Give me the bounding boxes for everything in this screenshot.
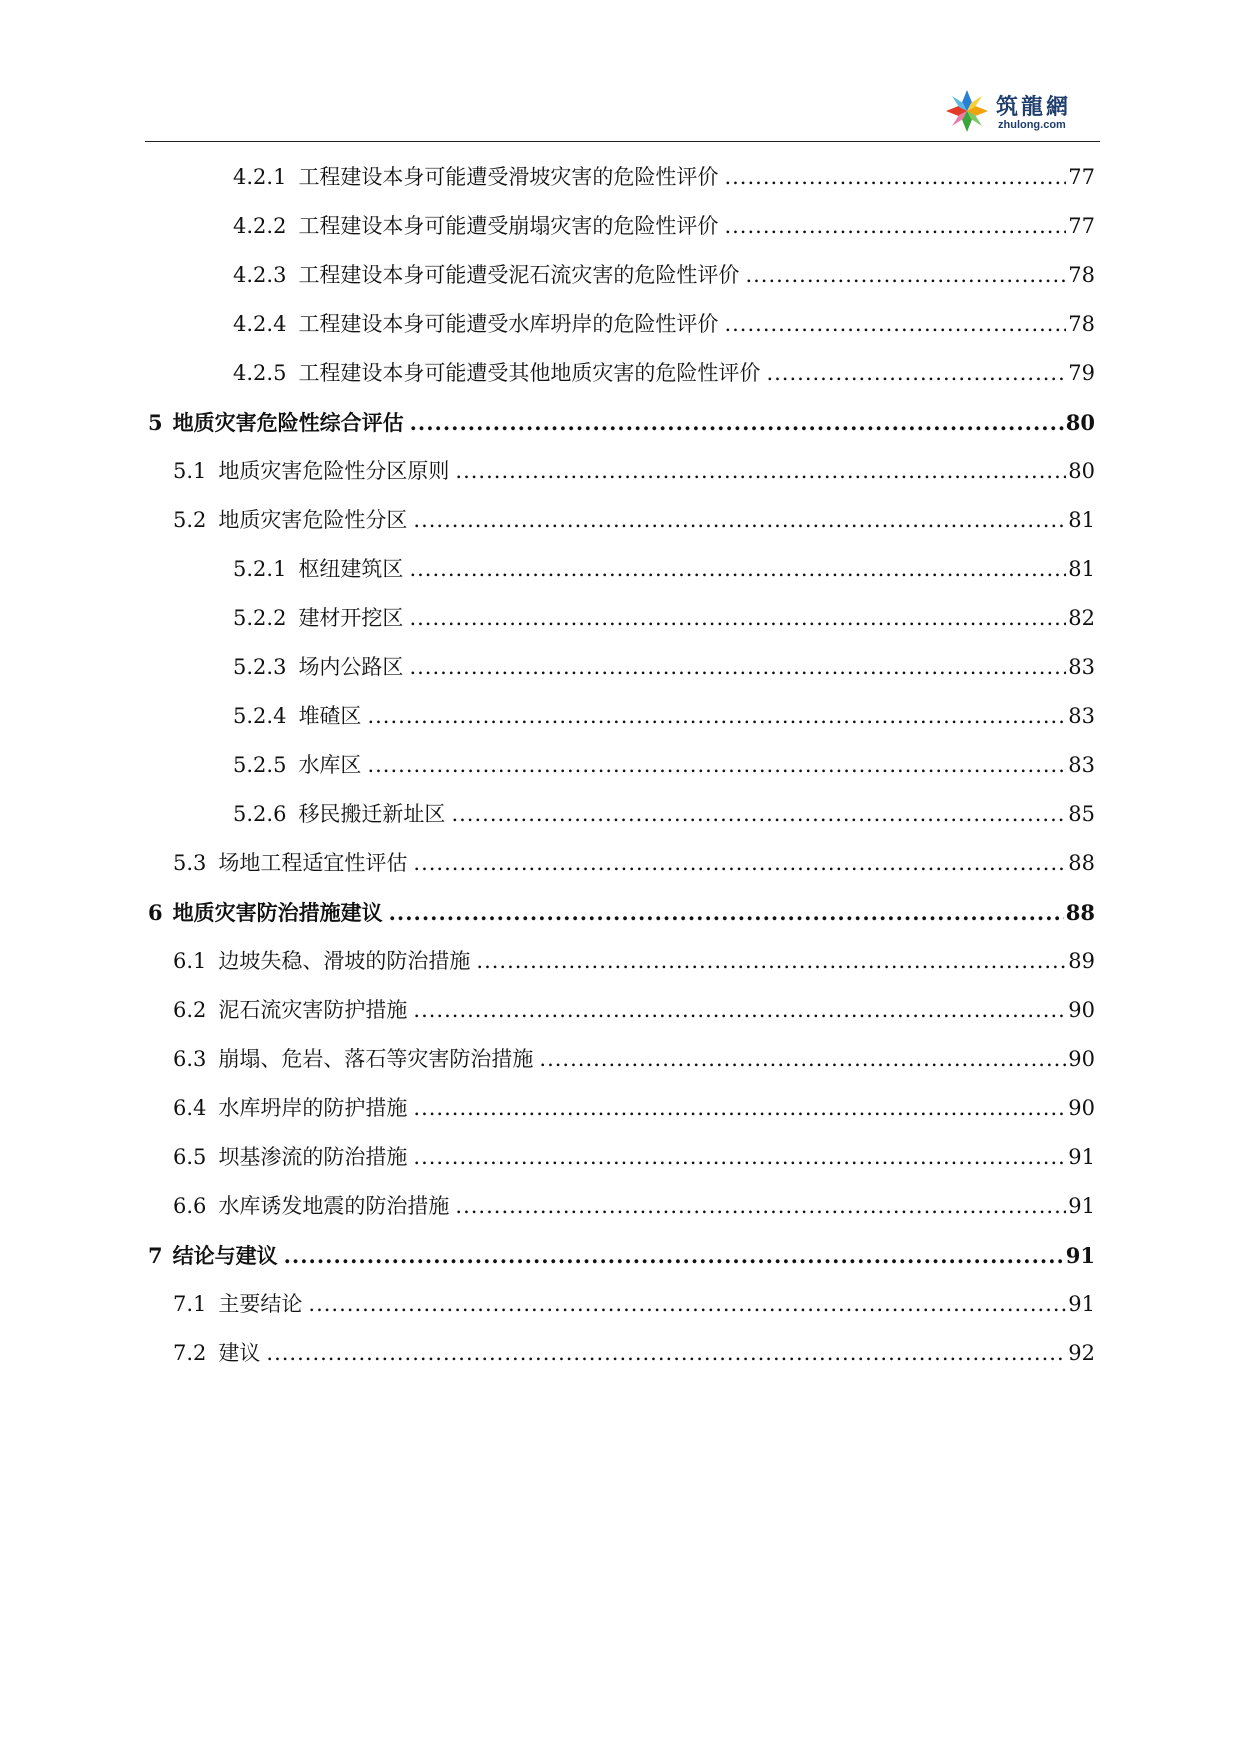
toc-entry[interactable] (145, 1280, 1095, 1329)
toc-entry[interactable] (145, 545, 1095, 594)
toc-entry-page: 78 (1068, 312, 1095, 336)
toc-leader-dots (451, 790, 1066, 839)
toc-entry-number: 5.2.1 (233, 557, 287, 581)
toc-entry[interactable] (145, 300, 1095, 349)
toc-entry-number: 6.5 (173, 1145, 207, 1169)
toc-entry-title: 水库区 (298, 753, 362, 777)
toc-entry-page: 90 (1068, 1047, 1095, 1071)
toc-leader-dots (409, 545, 1066, 594)
toc-entry-page: 88 (1065, 900, 1095, 925)
toc-entry-number: 6.3 (173, 1047, 207, 1071)
toc-entry-title: 场地工程适宜性评估 (218, 851, 408, 875)
toc-entry[interactable] (145, 937, 1095, 986)
toc-leader-dots (476, 937, 1066, 986)
toc-entry-number: 7.2 (173, 1341, 207, 1365)
toc-entry-number: 6 (148, 900, 163, 925)
pinwheel-icon (944, 88, 990, 134)
toc-entry-title: 坝基渗流的防治措施 (218, 1145, 408, 1169)
toc-entry-title: 建材开挖区 (298, 606, 404, 630)
toc-entry-number: 4.2.1 (233, 165, 287, 189)
toc-entry-title: 建议 (218, 1341, 261, 1365)
toc-entry[interactable] (145, 447, 1095, 496)
toc-entry-title: 工程建设本身可能遭受水库坍岸的危险性评价 (298, 312, 719, 336)
toc-entry-number: 7.1 (173, 1292, 207, 1316)
toc-leader-dots (413, 496, 1066, 545)
toc-entry-number: 6.2 (173, 998, 207, 1022)
toc-leader-dots (413, 1084, 1066, 1133)
toc-entry-page: 81 (1068, 508, 1095, 532)
toc-entry-title: 边坡失稳、滑坡的防治措施 (218, 949, 471, 973)
toc-entry[interactable] (145, 839, 1095, 888)
toc-entry-title: 结论与建议 (172, 1243, 278, 1268)
toc-entry[interactable] (145, 251, 1095, 300)
toc-entry-title: 地质灾害防治措施建议 (172, 900, 383, 925)
toc-entry-page: 77 (1068, 165, 1095, 189)
toc-entry-page: 91 (1068, 1194, 1095, 1218)
toc-leader-dots (410, 398, 1064, 447)
toc-entry-title: 主要结论 (218, 1292, 303, 1316)
toc-entry-title: 崩塌、危岩、落石等灾害防治措施 (218, 1047, 534, 1071)
toc-entry[interactable] (145, 1231, 1095, 1280)
toc-entry-page: 79 (1068, 361, 1095, 385)
toc-entry-page: 85 (1068, 802, 1095, 826)
toc-leader-dots (413, 1133, 1066, 1182)
toc-entry-number: 5.3 (173, 851, 207, 875)
toc-entry-number: 6.4 (173, 1096, 207, 1120)
toc-entry[interactable] (145, 692, 1095, 741)
toc-leader-dots (413, 839, 1066, 888)
toc-leader-dots (389, 888, 1064, 937)
toc-entry[interactable] (145, 986, 1095, 1035)
toc-leader-dots (367, 692, 1066, 741)
toc-entry-page: 82 (1068, 606, 1095, 630)
toc-entry-page: 90 (1068, 1096, 1095, 1120)
toc-entry-page: 89 (1068, 949, 1095, 973)
toc-entry-title: 地质灾害危险性分区原则 (218, 459, 450, 483)
toc-entry[interactable] (145, 153, 1095, 202)
toc-entry-page: 91 (1068, 1292, 1095, 1316)
toc-entry[interactable] (145, 398, 1095, 447)
toc-entry-page: 91 (1065, 1243, 1095, 1268)
toc-entry-page: 90 (1068, 998, 1095, 1022)
toc-entry-number: 5.2.2 (233, 606, 287, 630)
toc-entry[interactable] (145, 1084, 1095, 1133)
toc-entry-page: 91 (1068, 1145, 1095, 1169)
toc-entry-number: 4.2.3 (233, 263, 287, 287)
toc-leader-dots (413, 986, 1066, 1035)
toc-leader-dots (308, 1280, 1066, 1329)
toc-leader-dots (409, 594, 1066, 643)
toc-entry[interactable] (145, 790, 1095, 839)
page-header (145, 88, 1100, 140)
toc-entry[interactable] (145, 1182, 1095, 1231)
toc-leader-dots (539, 1035, 1066, 1084)
toc-entry[interactable] (145, 349, 1095, 398)
toc-entry-title: 水库诱发地震的防治措施 (218, 1194, 450, 1218)
toc-entry-number: 7 (148, 1243, 163, 1268)
toc-entry[interactable] (145, 643, 1095, 692)
toc-entry[interactable] (145, 1133, 1095, 1182)
toc-entry[interactable] (145, 496, 1095, 545)
toc-entry-number: 5.2 (173, 508, 207, 532)
toc-entry-title: 场内公路区 (298, 655, 404, 679)
toc-entry-number: 6.6 (173, 1194, 207, 1218)
toc-leader-dots (409, 643, 1066, 692)
toc-entry[interactable] (145, 741, 1095, 790)
toc-leader-dots (724, 202, 1066, 251)
logo-domain-text: zhulong.com (998, 119, 1066, 131)
toc-entry-page: 83 (1068, 704, 1095, 728)
toc-entry-page: 80 (1068, 459, 1095, 483)
toc-entry-title: 枢纽建筑区 (298, 557, 404, 581)
toc-entry-number: 4.2.5 (233, 361, 287, 385)
toc-leader-dots (766, 349, 1066, 398)
toc-entry[interactable] (145, 888, 1095, 937)
zhulong-logo (944, 88, 1094, 136)
toc-entry-title: 移民搬迁新址区 (298, 802, 446, 826)
toc-entry-title: 工程建设本身可能遭受滑坡灾害的危险性评价 (298, 165, 719, 189)
toc-entry-title: 泥石流灾害防护措施 (218, 998, 408, 1022)
toc-entry-number: 5.1 (173, 459, 207, 483)
toc-entry-title: 地质灾害危险性分区 (218, 508, 408, 532)
toc-entry-page: 80 (1065, 410, 1095, 435)
toc-entry-page: 83 (1068, 655, 1095, 679)
toc-entry-number: 5.2.5 (233, 753, 287, 777)
toc-leader-dots (724, 153, 1066, 202)
toc-entry-number: 5 (148, 410, 163, 435)
toc-entry[interactable] (145, 1035, 1095, 1084)
toc-entry-number: 5.2.3 (233, 655, 287, 679)
toc-entry-page: 92 (1068, 1341, 1095, 1365)
logo-chinese-text: 筑龍網 (996, 95, 1072, 120)
toc-leader-dots (724, 300, 1066, 349)
toc-entry-title: 水库坍岸的防护措施 (218, 1096, 408, 1120)
toc-entry-title: 工程建设本身可能遭受崩塌灾害的危险性评价 (298, 214, 719, 238)
toc-entry-page: 88 (1068, 851, 1095, 875)
toc-entry-title: 工程建设本身可能遭受泥石流灾害的危险性评价 (298, 263, 740, 287)
toc-entry-title: 地质灾害危险性综合评估 (172, 410, 404, 435)
toc-entry[interactable] (145, 1329, 1095, 1378)
header-divider (145, 141, 1100, 142)
toc-leader-dots (455, 447, 1066, 496)
toc-entry-page: 78 (1068, 263, 1095, 287)
toc-entry-number: 5.2.4 (233, 704, 287, 728)
toc-leader-dots (745, 251, 1066, 300)
toc-entry-number: 6.1 (173, 949, 207, 973)
toc-leader-dots (284, 1231, 1064, 1280)
toc-leader-dots (455, 1182, 1066, 1231)
toc-entry-number: 4.2.2 (233, 214, 287, 238)
toc-entry-page: 83 (1068, 753, 1095, 777)
toc-entry[interactable] (145, 202, 1095, 251)
toc-entry-title: 堆碴区 (298, 704, 362, 728)
table-of-contents (145, 153, 1095, 1378)
toc-entry-number: 4.2.4 (233, 312, 287, 336)
toc-entry-title: 工程建设本身可能遭受其他地质灾害的危险性评价 (298, 361, 761, 385)
toc-leader-dots (367, 741, 1066, 790)
toc-leader-dots (266, 1329, 1066, 1378)
toc-entry-page: 77 (1068, 214, 1095, 238)
toc-entry-page: 81 (1068, 557, 1095, 581)
toc-entry[interactable] (145, 594, 1095, 643)
toc-entry-number: 5.2.6 (233, 802, 287, 826)
